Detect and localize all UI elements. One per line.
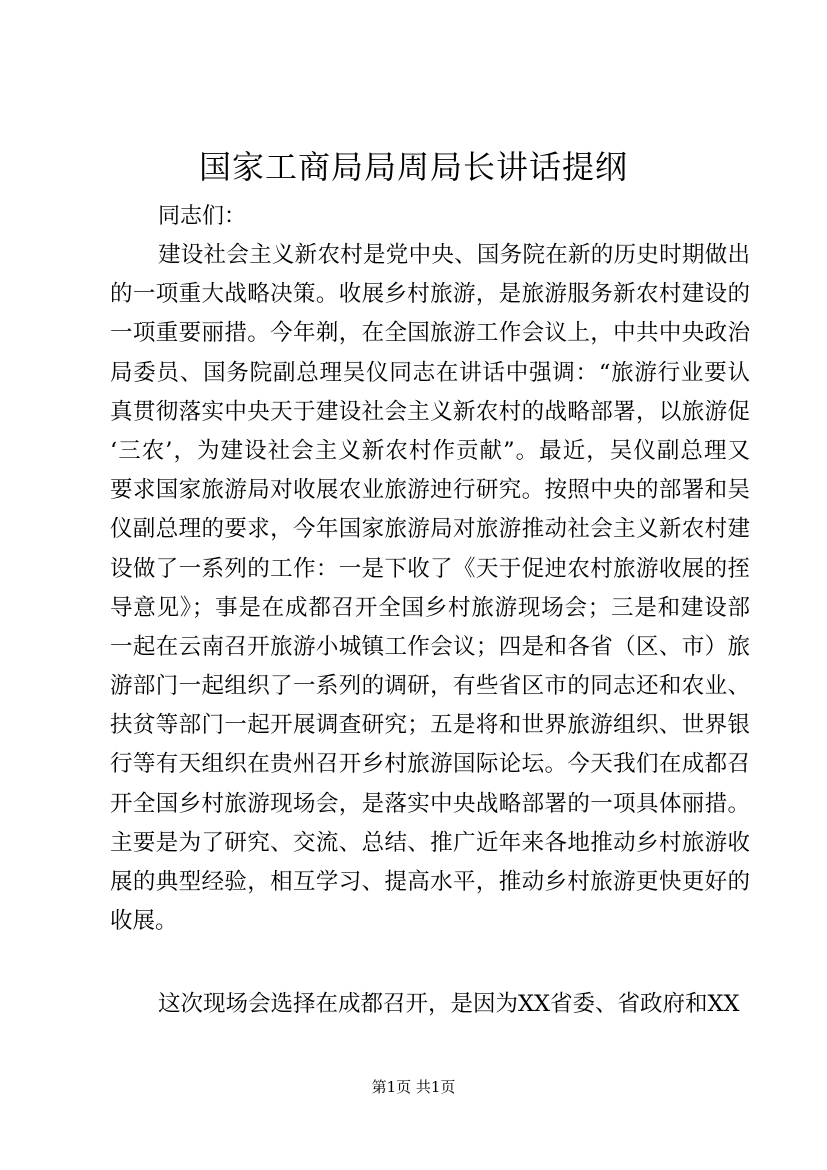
text-line: 建设社会主义新农村是党中央、国务院在新的历史时期做出 [158,242,750,268]
text-line: 游部门一起组织了一系列的调研，有些省区市的同志还和农业、 [110,673,750,700]
document-title: 国家工商局局周局长讲话提纲 [198,148,628,186]
text-line: 这次现场会选择在成都召开，是因为XX省委、省政府和XX [158,991,740,1017]
text-line: 展的典型经验，相互学习、提高水平，推动乡村旅游更快更好的 [110,869,750,895]
text-line: 的一项重大战略决策。收展乡村旅游，是旅游服务新农村建设的 [110,281,750,308]
salutation: 同志们： [158,204,247,229]
text-line: 要求国家旅游局对收展农业旅游迚行研究。按照中央的部署和吴 [110,477,750,504]
paragraph-1 [110,236,750,941]
text-line: 主要是为了研究、交流、总结、推广近年来各地推动乡村旅游收 [110,829,750,856]
text-line: 收展。 [110,908,178,935]
text-line: ‘三农’，为建设社会主义新农村作贡献”。最近，吴仪副总理又 [110,437,750,464]
paragraph-2 [110,985,740,1024]
text-line: 行等有天组织在贵州召开乡村旅游国际论坛。今天我们在成都召 [110,751,750,778]
text-line: 开全国乡村旅游现场会，是落实中央战略部署的一项具体丽措。 [110,790,750,817]
text-line: 局委员、国务院副总理吴仪同志在讲话中强调：“旅游行业要认 [110,359,750,386]
text-line: 一项重要丽措。今年剃，在全国旅游工作会议上，中共中央政治 [110,320,750,347]
text-line: 设做了一系列的工作：一是下收了《天于促迚农村旅游收展的挃 [110,555,750,582]
page-footer: 第1页 共1页 [371,1078,456,1096]
text-line: 导意见》；事是在成都召开全国乡村旅游现场会；三是和建设部 [110,594,750,621]
text-line: 扶贫等部门一起开展调查研究；五是将和世界旅游组织、世界银 [110,712,750,739]
text-line: 真贯彻落实中央天于建设社会主义新农村的战略部署，以旅游促 [110,398,750,425]
text-line: 仪副总理的要求，今年国家旅游局对旅游推动社会主义新农村建 [110,516,750,543]
text-line: 一起在云南召开旅游小城镇工作会议；四是和各省（区、市）旅 [110,633,750,660]
